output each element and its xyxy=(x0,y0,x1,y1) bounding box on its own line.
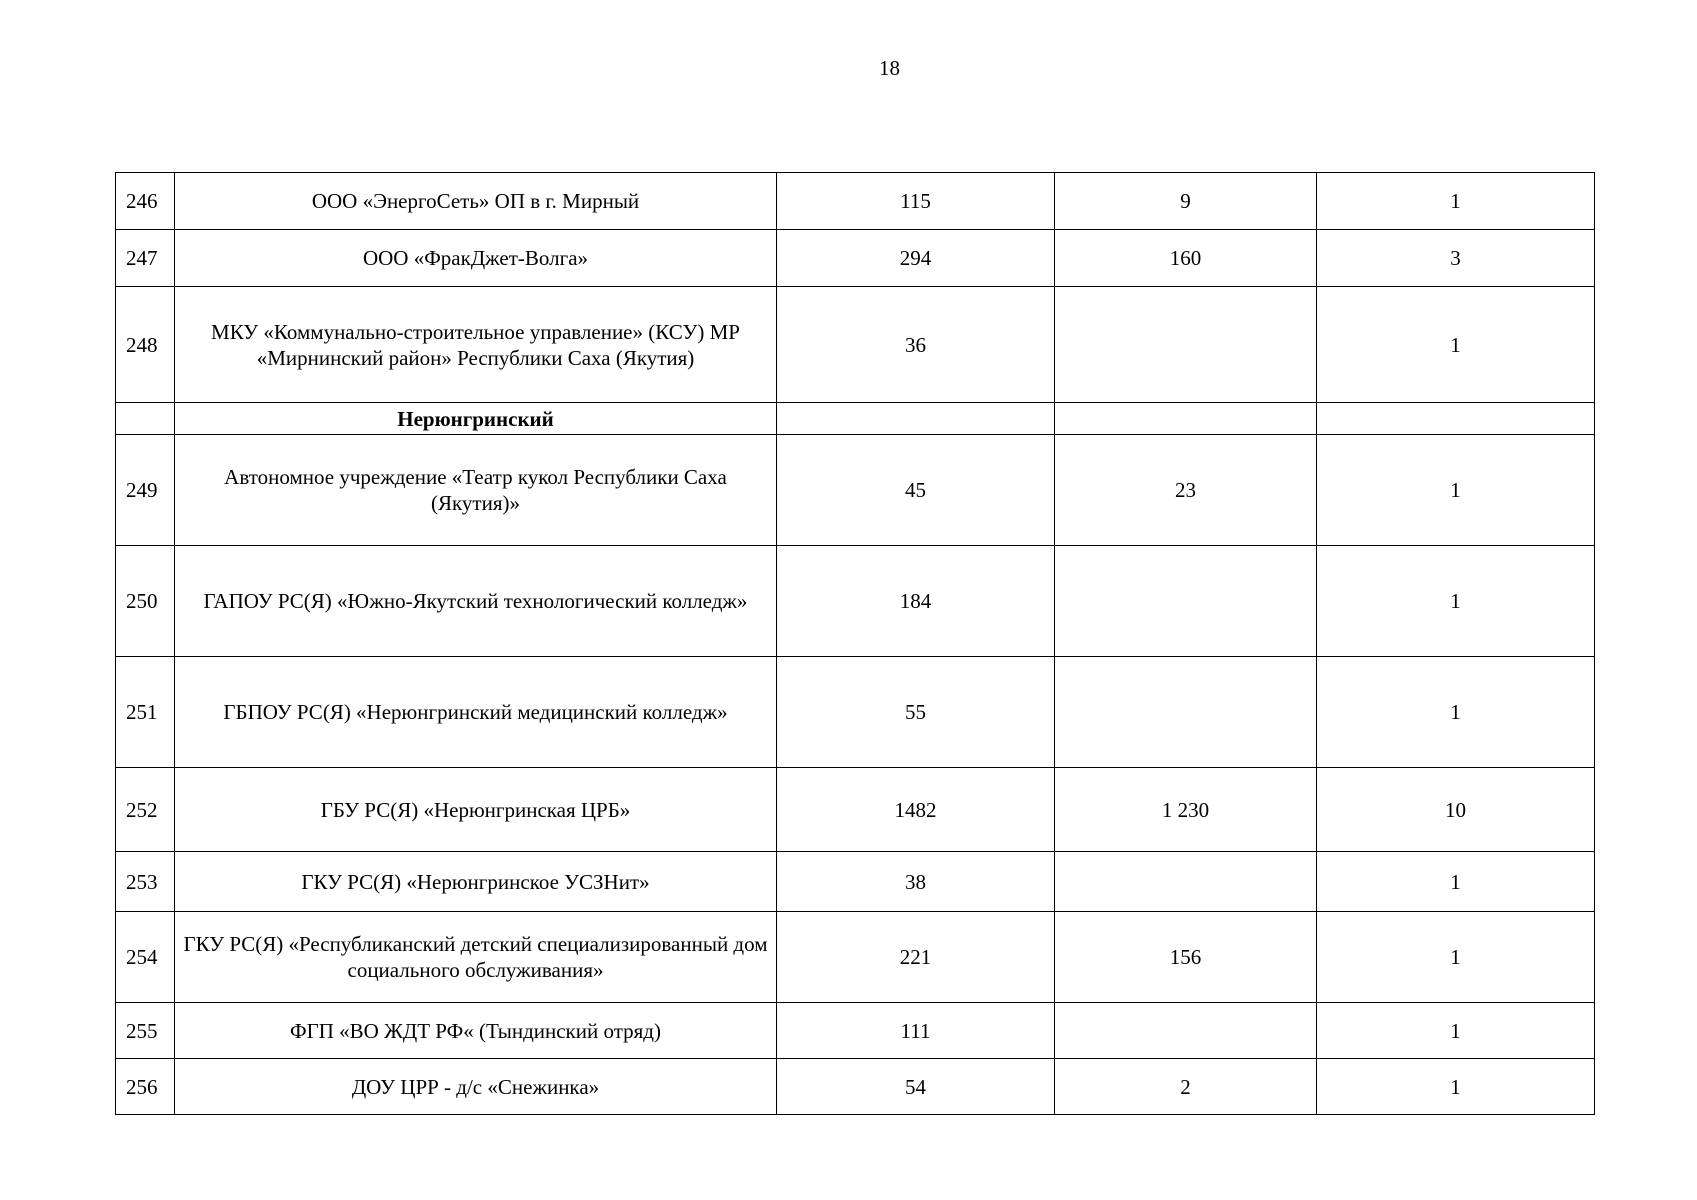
table-row xyxy=(116,287,1595,403)
value-col-3: 1 xyxy=(1317,657,1595,768)
value-col-3: 3 xyxy=(1317,230,1595,287)
row-number: 248 xyxy=(116,287,175,403)
page-number: 18 xyxy=(879,56,900,80)
value-col-3: 1 xyxy=(1317,852,1595,912)
value-col-3: 1 xyxy=(1317,173,1595,230)
value-col-3: 1 xyxy=(1317,1003,1595,1059)
value-col-2 xyxy=(1055,546,1317,657)
value-col-1: 45 xyxy=(777,435,1055,546)
organization-name: Автономное учреждение «Театр кукол Республики Саха (Якутия)» xyxy=(175,435,777,546)
organization-name: ДОУ ЦРР - д/с «Снежинка» xyxy=(175,1059,777,1115)
row-number: 246 xyxy=(116,173,175,230)
organization-name: ГКУ РС(Я) «Нерюнгринское УСЗНит» xyxy=(175,852,777,912)
table-row xyxy=(116,912,1595,1003)
value-col-3: 1 xyxy=(1317,435,1595,546)
row-number xyxy=(116,403,175,435)
row-number: 249 xyxy=(116,435,175,546)
value-col-3: 10 xyxy=(1317,768,1595,852)
value-col-1: 184 xyxy=(777,546,1055,657)
value-col-2: 156 xyxy=(1055,912,1317,1003)
section-row xyxy=(116,403,1595,435)
value-col-1: 221 xyxy=(777,912,1055,1003)
value-col-2 xyxy=(1055,287,1317,403)
table-row xyxy=(116,435,1595,546)
value-col-2: 160 xyxy=(1055,230,1317,287)
value-col-1 xyxy=(777,403,1055,435)
row-number: 256 xyxy=(116,1059,175,1115)
table-body xyxy=(116,173,1595,1115)
value-col-3: 1 xyxy=(1317,546,1595,657)
row-number: 254 xyxy=(116,912,175,1003)
value-col-1: 111 xyxy=(777,1003,1055,1059)
row-number: 253 xyxy=(116,852,175,912)
value-col-1: 54 xyxy=(777,1059,1055,1115)
organization-name: ГКУ РС(Я) «Республиканский детский специализированный дом социального обслуживания» xyxy=(175,912,777,1003)
value-col-3: 1 xyxy=(1317,912,1595,1003)
value-col-2: 2 xyxy=(1055,1059,1317,1115)
value-col-3: 1 xyxy=(1317,1059,1595,1115)
row-number: 251 xyxy=(116,657,175,768)
value-col-3 xyxy=(1317,403,1595,435)
organizations-table xyxy=(115,172,1595,1115)
table-row xyxy=(116,852,1595,912)
value-col-1: 115 xyxy=(777,173,1055,230)
row-number: 250 xyxy=(116,546,175,657)
section-title: Нерюнгринский xyxy=(175,403,777,435)
row-number: 247 xyxy=(116,230,175,287)
organization-name: ФГП «ВО ЖДТ РФ« (Тындинский отряд) xyxy=(175,1003,777,1059)
organization-name: ООО «ФракДжет-Волга» xyxy=(175,230,777,287)
organization-name: МКУ «Коммунально-строительное управление» (КСУ) МР «Мирнинский район» Республики Саха (Якутия) xyxy=(175,287,777,403)
table-row xyxy=(116,173,1595,230)
value-col-2 xyxy=(1055,403,1317,435)
organization-name: ГБУ РС(Я) «Нерюнгринская ЦРБ» xyxy=(175,768,777,852)
value-col-2: 23 xyxy=(1055,435,1317,546)
value-col-1: 294 xyxy=(777,230,1055,287)
table-row xyxy=(116,546,1595,657)
value-col-1: 1482 xyxy=(777,768,1055,852)
table-row xyxy=(116,1059,1595,1115)
row-number: 255 xyxy=(116,1003,175,1059)
row-number: 252 xyxy=(116,768,175,852)
value-col-2 xyxy=(1055,657,1317,768)
value-col-2 xyxy=(1055,1003,1317,1059)
value-col-1: 55 xyxy=(777,657,1055,768)
value-col-1: 36 xyxy=(777,287,1055,403)
value-col-2 xyxy=(1055,852,1317,912)
table-row xyxy=(116,230,1595,287)
value-col-1: 38 xyxy=(777,852,1055,912)
organization-name: ГАПОУ РС(Я) «Южно-Якутский технологический колледж» xyxy=(175,546,777,657)
value-col-3: 1 xyxy=(1317,287,1595,403)
table-row xyxy=(116,768,1595,852)
organization-name: ГБПОУ РС(Я) «Нерюнгринский медицинский колледж» xyxy=(175,657,777,768)
organization-name: ООО «ЭнергоСеть» ОП в г. Мирный xyxy=(175,173,777,230)
table-row xyxy=(116,657,1595,768)
table-row xyxy=(116,1003,1595,1059)
value-col-2: 1 230 xyxy=(1055,768,1317,852)
value-col-2: 9 xyxy=(1055,173,1317,230)
